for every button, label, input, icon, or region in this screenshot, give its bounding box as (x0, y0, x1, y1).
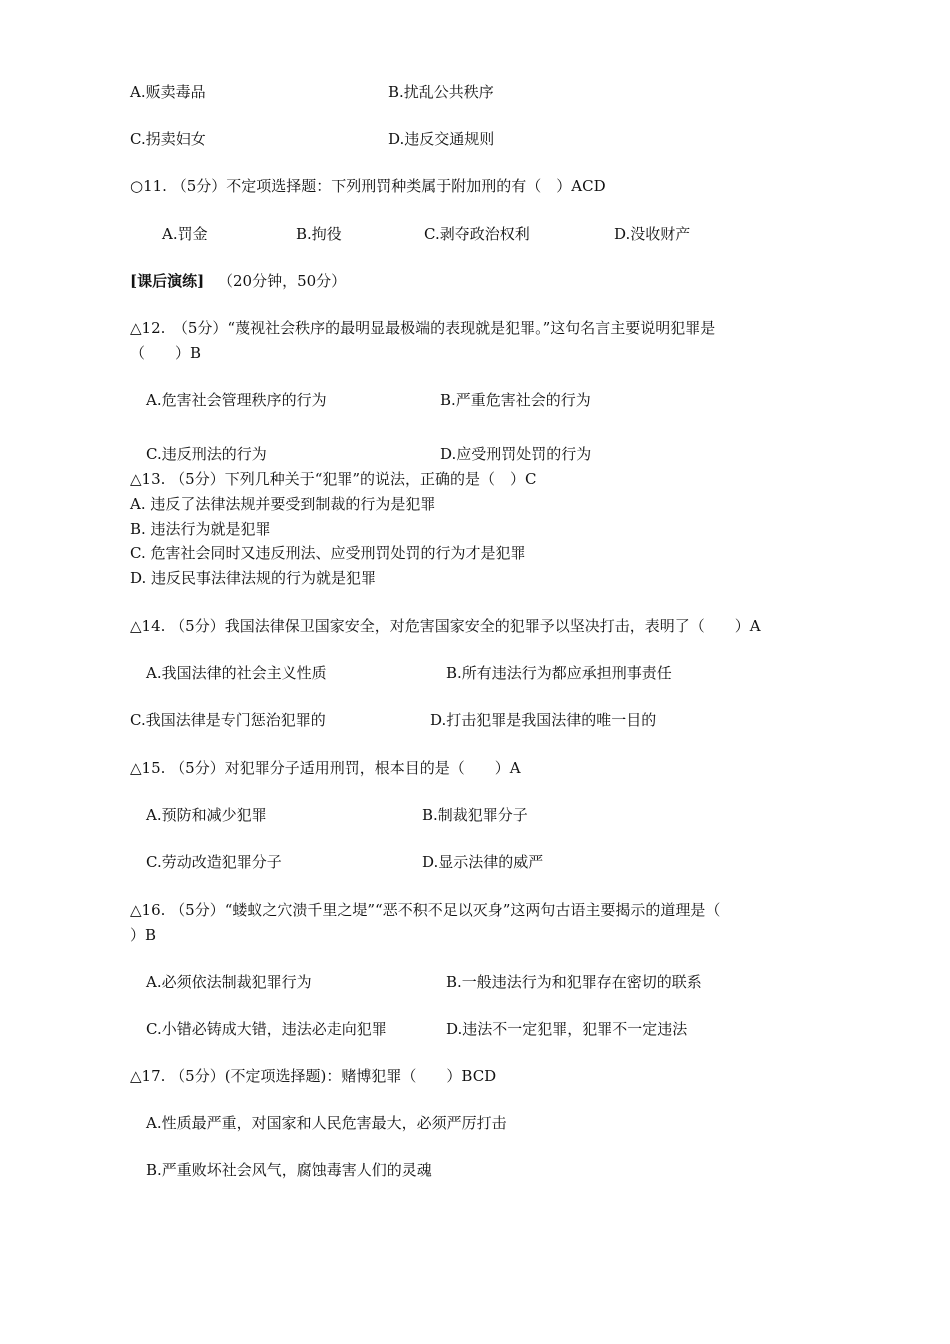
q16-option-c: C.小错必铸成大错，违法必走向犯罪 (146, 1020, 387, 1038)
q17-option-b: B.严重败坏社会风气，腐蚀毒害人们的灵魂 (146, 1161, 432, 1179)
q12-stem-line2: （ ）B (130, 344, 202, 362)
q11-option-a: A.罚金 (162, 225, 208, 243)
q15-option-a: A.预防和减少犯罪 (146, 806, 267, 824)
q14-option-a: A.我国法律的社会主义性质 (146, 664, 327, 682)
q13-option-b: B. 违法行为就是犯罪 (130, 520, 271, 538)
q13-option-d: D. 违反民事法律法规的行为就是犯罪 (130, 569, 377, 587)
q15-option-b: B.制裁犯罪分子 (422, 806, 528, 824)
q15-stem: △15. （5分）对犯罪分子适用刑罚，根本目的是（ ）A (130, 759, 521, 777)
q14-option-d: D.打击犯罪是我国法律的唯一目的 (430, 711, 657, 729)
q16-stem-line1: △16. （5分）“蝼蚁之穴溃千里之堤”“恶不积不足以灭身”这两句古语主要揭示的道理是（ (130, 901, 721, 919)
q10-option-c: C.拐卖妇女 (130, 130, 206, 148)
q16-stem-line2: ）B (130, 926, 157, 944)
q10-option-d: D.违反交通规则 (388, 130, 495, 148)
q13-option-a: A. 违反了法律法规并要受到制裁的行为是犯罪 (130, 495, 436, 513)
q12-stem-line1: △12. （5分）“蔑视社会秩序的最明显最极端的表现就是犯罪。”这句名言主要说明犯罪是 (130, 319, 716, 337)
q13-option-c: C. 危害社会同时又违反刑法、应受刑罚处罚的行为才是犯罪 (130, 544, 526, 562)
q15-option-c: C.劳动改造犯罪分子 (146, 853, 282, 871)
q10-option-a: A.贩卖毒品 (130, 83, 206, 101)
q12-option-c: C.违反刑法的行为 (146, 445, 267, 463)
q12-option-b: B.严重危害社会的行为 (440, 391, 591, 409)
q17-stem: △17. （5分）(不定项选择题)：赌博犯罪（ ）BCD (130, 1067, 497, 1085)
q14-option-c: C.我国法律是专门惩治犯罪的 (130, 711, 326, 729)
q13-stem: △13. （5分）下列几种关于“犯罪”的说法，正确的是（ ）C (130, 470, 537, 488)
section-info: （20分钟，50分） (218, 272, 347, 290)
q12-option-d: D.应受刑罚处罚的行为 (440, 445, 592, 463)
q14-stem: △14. （5分）我国法律保卫国家安全，对危害国家安全的犯罪予以坚决打击，表明了（ ）A (130, 617, 761, 635)
q12-option-a: A.危害社会管理秩序的行为 (146, 391, 327, 409)
q11-option-b: B.拘役 (296, 225, 342, 243)
q11-stem: ○11. （5分）不定项选择题：下列刑罚种类属于附加刑的有（ ）ACD (130, 177, 606, 195)
q15-option-d: D.显示法律的威严 (422, 853, 544, 871)
q16-option-b: B.一般违法行为和犯罪存在密切的联系 (446, 973, 702, 991)
q11-option-d: D.没收财产 (614, 225, 691, 243)
q16-option-a: A.必须依法制裁犯罪行为 (146, 973, 312, 991)
section-title: [课后演练] (130, 272, 205, 290)
q17-option-a: A.性质最严重，对国家和人民危害最大，必须严厉打击 (146, 1114, 507, 1132)
q14-option-b: B.所有违法行为都应承担刑事责任 (446, 664, 672, 682)
q10-option-b: B.扰乱公共秩序 (388, 83, 494, 101)
q16-option-d: D.违法不一定犯罪，犯罪不一定违法 (446, 1020, 688, 1038)
q11-option-c: C.剥夺政治权利 (424, 225, 530, 243)
